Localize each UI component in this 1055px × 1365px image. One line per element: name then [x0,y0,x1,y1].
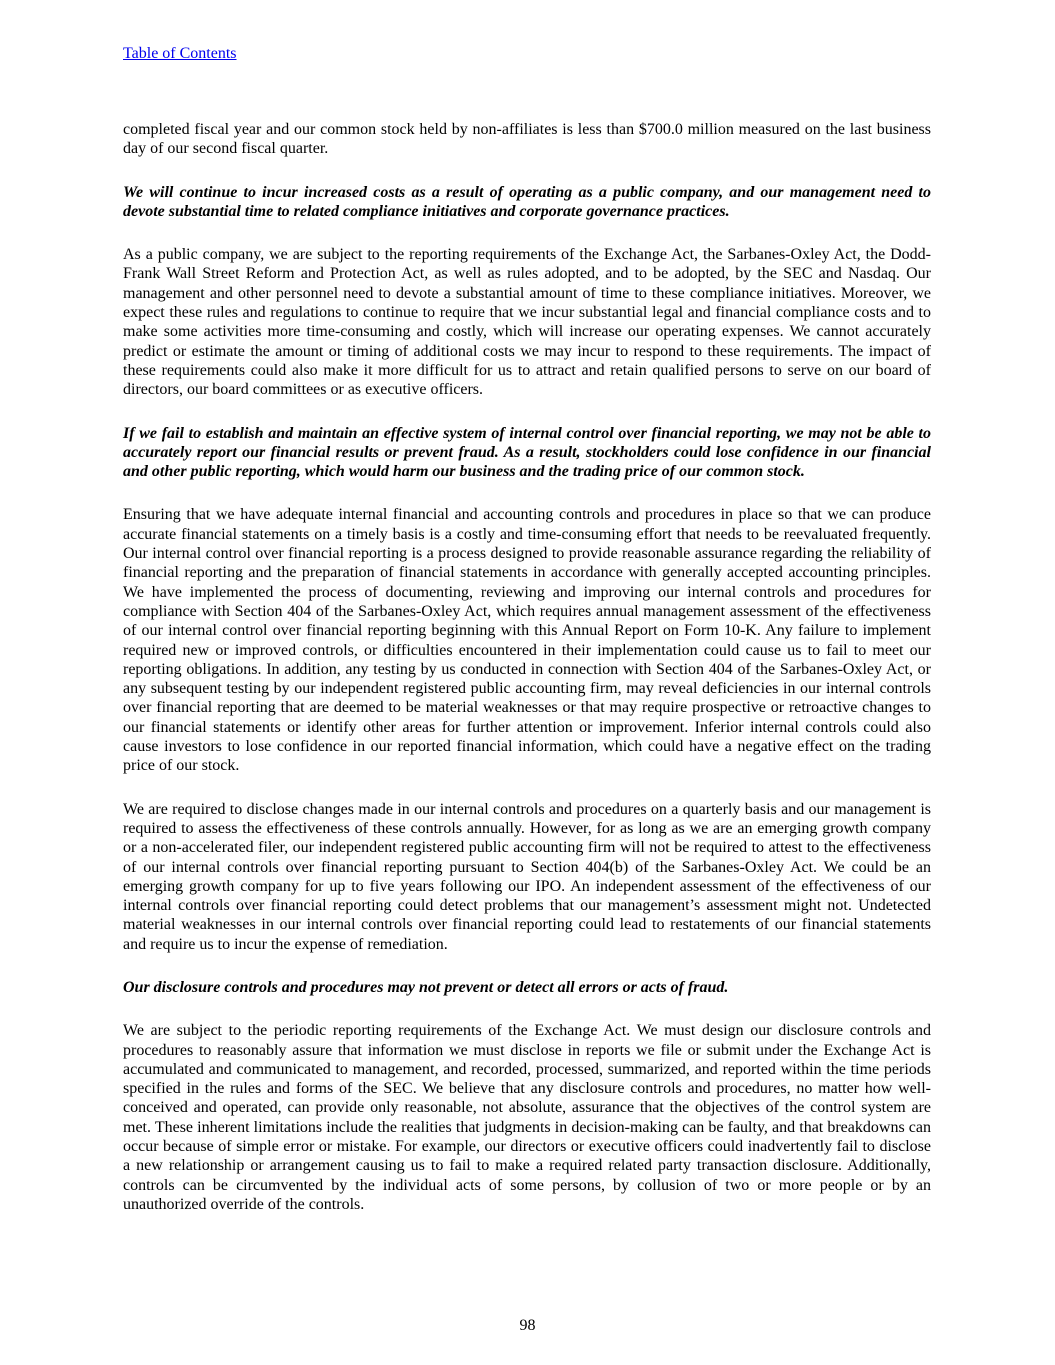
paragraph-disclosure-of-changes: We are required to disclose changes made in our internal controls and procedures on a quarterly basis and our management is required to assess the effectiveness of these controls annually. However, for as long as we are an emerging growth company or a non-accelerated filer, our independent registered public accounting firm will not be required to attest to the effectiveness of our internal controls over financial reporting pursuant to Section 404(b) of the Sarbanes-Oxley Act. We could be an emerging growth company for up to five years following our IPO. An independent assessment of the effectiveness of our internal controls over financial reporting could detect problems that our management’s assessment might not. Undetected material weaknesses in our internal controls over financial reporting could lead to restatements of our financial statements and require us to incur the expense of remediation. [123,800,931,953]
table-of-contents-link[interactable]: Table of Contents [123,45,237,62]
risk-factor-heading-disclosure-controls: Our disclosure controls and procedures may not prevent or detect all errors or acts of fraud. [123,978,729,996]
paragraph-continuation: completed fiscal year and our common stock held by non-affiliates is less than $700.0 million measured on the last business day of our second fiscal quarter. [123,121,931,158]
risk-factor-heading-internal-control: If we fail to establish and maintain an effective system of internal control over financial reporting, we may not be able to accurately report our financial results or prevent fraud. As a result, stockholders could lose confidence in our financial and other public reporting, which would harm our business and the trading price of our common stock. [123,424,931,481]
paragraph-internal-controls-effort: Ensuring that we have adequate internal financial and accounting controls and procedures in place so that we can produce accurate financial statements on a timely basis is a costly and time-consuming effort that needs to be reevaluated frequently. Our internal control over financial reporting is a process designed to provide reasonable assurance regarding the reliability of financial reporting and the preparation of financial statements in accordance with generally accepted accounting principles. We have implemented the process of documenting, reviewing and improving our internal controls and procedures for compliance with Section 404 of the Sarbanes-Oxley Act, which requires annual management assessment of the effectiveness of our internal control over financial reporting beginning with this Annual Report on Form 10-K. Any failure to implement required new or improved controls, or difficulties encountered in their implementation could cause us to fail to meet our reporting obligations. In addition, any testing by us conducted in connection with Section 404 of the Sarbanes-Oxley Act, or any subsequent testing by our independent registered public accounting firm, may reveal deficiencies in our internal controls over financial reporting that are deemed to be material weaknesses or that may require prospective or retroactive changes to our financial statements or identify other areas for further attention or improvement. Inferior internal controls could also cause investors to lose confidence in our reported financial information, which could have a negative effect on the trading price of our stock. [123,506,931,775]
page-number: 98 [519,1317,536,1334]
paragraph-periodic-reporting: We are subject to the periodic reporting requirements of the Exchange Act. We must design our disclosure controls and procedures to reasonably assure that information we must disclose in reports we file or submit under the Exchange Act is accumulated and communicated to management, and recorded, processed, summarized, and reported within the time periods specified in the rules and forms of the SEC. We believe that any disclosure controls and procedures, no matter how well-conceived and operated, can provide only reasonable, not absolute, assurance that the objectives of the control system are met. These inherent limitations include the realities that judgments in decision-making can be faulty, and that breakdowns can occur because of simple error or mistake. For example, our directors or executive officers could inadvertently fail to disclose a new relationship or arrangement causing us to fail to make a required related party transaction disclosure. Additionally, controls can be circumvented by the individual acts of some persons, by collusion of two or more people or by an unauthorized override of the controls. [123,1022,931,1213]
paragraph-public-company-requirements: As a public company, we are subject to the reporting requirements of the Exchange Act, the Sarbanes-Oxley Act, the Dodd-Frank Wall Street Reform and Protection Act, as well as rules adopted, and to be adopted, by the SEC and Nasdaq. Our management and other personnel need to devote a substantial amount of time to these compliance initiatives. Moreover, we expect these rules and regulations to continue to require that we incur substantial legal and financial compliance costs and to make some activities more time-consuming and costly, which will increase our operating expenses. We cannot accurately predict or estimate the amount or timing of additional costs we may incur to respond to these requirements. The impact of these requirements could also make it more difficult for us to attract and retain qualified persons to serve on our board of directors, our board committees or as executive officers. [123,246,931,399]
document-body [123,44,931,1238]
risk-factor-heading-increased-costs: We will continue to incur increased costs as a result of operating as a public company, and our management need to devote substantial time to related compliance initiatives and corporate governance practices. [123,183,931,220]
header [123,44,931,63]
